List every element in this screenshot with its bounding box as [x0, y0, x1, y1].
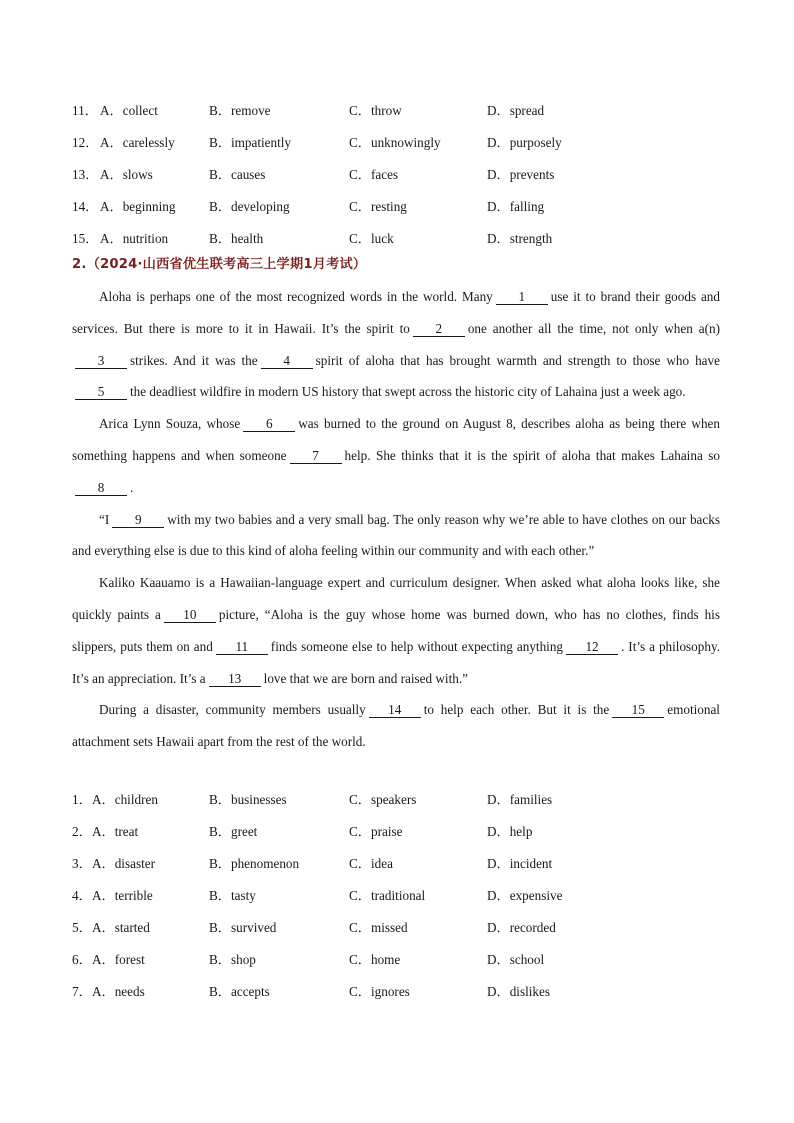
option-number: 4． — [72, 888, 92, 903]
blank-7: 7 — [290, 449, 342, 464]
passage-text: Aloha is perhaps one of the most recognized words in the world. Many — [99, 289, 493, 304]
option-d: D．help — [487, 824, 533, 839]
blank-11: 11 — [216, 640, 268, 655]
option-row-1 — [72, 790, 732, 822]
option-row-4 — [72, 886, 732, 918]
option-d: D．recorded — [487, 920, 556, 935]
option-c: C．unknowingly — [349, 135, 441, 150]
option-d: D．prevents — [487, 167, 555, 182]
option-row-3 — [72, 854, 732, 886]
option-b: B．remove — [209, 103, 271, 118]
passage-paragraph-3 — [72, 504, 720, 568]
option-a: A．needs — [92, 984, 145, 999]
option-b: B．tasty — [209, 888, 256, 903]
option-c: C．faces — [349, 167, 399, 182]
option-number: 15． — [72, 231, 99, 246]
option-c: C．luck — [349, 231, 394, 246]
passage-text: help. She thinks that it is the spirit of aloha that makes Lahaina so — [344, 447, 720, 463]
option-row-11 — [72, 101, 732, 133]
option-row-5 — [72, 918, 732, 950]
passage-text: love that we are born and raised with.” — [263, 670, 469, 686]
blank-10: 10 — [164, 608, 216, 623]
option-b: B．businesses — [209, 792, 287, 807]
option-number: 5． — [72, 920, 92, 935]
option-a: A．forest — [92, 952, 145, 967]
blank-15: 15 — [612, 703, 664, 718]
option-a: A．slows — [100, 167, 153, 182]
option-b: B．greet — [209, 824, 258, 839]
passage-paragraph-4 — [72, 567, 720, 694]
blank-6: 6 — [243, 417, 295, 432]
option-d: D．expensive — [487, 888, 563, 903]
blank-12: 12 — [566, 640, 618, 655]
blank-9: 9 — [112, 513, 164, 528]
option-number: 13． — [72, 167, 99, 182]
option-c: C．idea — [349, 856, 393, 871]
blank-3: 3 — [75, 354, 127, 369]
option-number: 11． — [72, 103, 98, 118]
option-number: 14． — [72, 199, 99, 214]
option-d: D．incident — [487, 856, 553, 871]
option-b: B．survived — [209, 920, 277, 935]
option-a: A．collect — [100, 103, 158, 118]
option-a: A．terrible — [92, 888, 153, 903]
option-b: B．developing — [209, 199, 290, 214]
top-options-list — [72, 101, 732, 261]
passage-text: was burned to the ground on August 8, describes aloha as being there when something happens and when someone — [72, 416, 720, 463]
option-row-2 — [72, 822, 732, 854]
option-d: D．spread — [487, 103, 545, 118]
option-c: C．missed — [349, 920, 408, 935]
option-c: C．resting — [349, 199, 407, 214]
passage-text: use it to brand their goods and services. But there is more to it in Hawaii. It’s the spirit to — [72, 289, 720, 336]
passage-text: the deadliest wildfire in modern US history that swept across the historic city of Lahaina just a week ago. — [130, 384, 686, 400]
option-row-6 — [72, 950, 732, 982]
option-d: D．strength — [487, 231, 553, 246]
option-number: 12． — [72, 135, 99, 150]
option-number: 1． — [72, 792, 92, 807]
option-a: A．started — [92, 920, 150, 935]
bottom-options-list — [72, 790, 732, 1014]
option-a: A．nutrition — [100, 231, 169, 246]
option-c: C．home — [349, 952, 401, 967]
passage-paragraph-5 — [72, 694, 720, 758]
passage-text: strikes. And it was the — [130, 352, 258, 368]
blank-4: 4 — [261, 354, 313, 369]
option-d: D．dislikes — [487, 984, 551, 999]
option-b: B．accepts — [209, 984, 270, 999]
option-b: B．impatiently — [209, 135, 292, 150]
option-d: D．school — [487, 952, 545, 967]
option-d: D．families — [487, 792, 553, 807]
blank-1: 1 — [496, 290, 548, 305]
cloze-passage — [72, 281, 720, 758]
option-a: A．disaster — [92, 856, 155, 871]
blank-13: 13 — [209, 672, 261, 687]
passage-text: During a disaster, community members usually — [99, 702, 366, 718]
passage-text: spirit of aloha that has brought warmth and strength to those who have — [315, 352, 720, 368]
option-c: C．traditional — [349, 888, 426, 903]
blank-8: 8 — [75, 481, 127, 496]
option-row-12 — [72, 133, 732, 165]
option-number: 6． — [72, 952, 92, 967]
option-c: C．praise — [349, 824, 403, 839]
question-title: 2.（2024·山西省优生联考高三上学期1月考试） — [72, 257, 367, 272]
option-b: B．shop — [209, 952, 256, 967]
passage-text: finds someone else to help without expecting anything — [270, 638, 564, 654]
option-row-14 — [72, 197, 732, 229]
option-c: C．throw — [349, 103, 402, 118]
option-number: 7． — [72, 984, 92, 999]
option-a: A．children — [92, 792, 158, 807]
option-d: D．falling — [487, 199, 545, 214]
passage-text: Kaliko Kaauamo is a Hawaiian-language expert and curriculum designer. When asked what aloha looks like, she quickly paints a — [72, 575, 720, 622]
passage-text: one another all the time, not only when a(n) — [467, 320, 720, 336]
option-c: C．ignores — [349, 984, 410, 999]
passage-text: Arica Lynn Souza, whose — [99, 416, 241, 432]
passage-paragraph-1 — [72, 281, 720, 408]
passage-text: . — [130, 479, 134, 495]
option-row-13 — [72, 165, 732, 197]
option-row-7 — [72, 982, 732, 1014]
option-number: 3． — [72, 856, 92, 871]
passage-text: “I — [99, 511, 110, 527]
passage-text: emotional attachment sets Hawaii apart from the rest of the world. — [72, 702, 720, 750]
option-a: A．treat — [92, 824, 139, 839]
passage-text: to help each other. But it is the — [423, 702, 610, 718]
passage-text: with my two babies and a very small bag. The only reason why we’re able to have clothes on our backs and everything else is due to this kind of aloha feeling within our community and with each other.” — [72, 511, 720, 559]
blank-2: 2 — [413, 322, 465, 337]
blank-5: 5 — [75, 385, 127, 400]
passage-text: . It’s a philosophy. It’s an appreciation. It’s a — [72, 638, 721, 686]
option-number: 2． — [72, 824, 92, 839]
option-a: A．beginning — [100, 199, 176, 214]
option-c: C．speakers — [349, 792, 417, 807]
passage-paragraph-2 — [72, 408, 720, 503]
option-b: B．causes — [209, 167, 266, 182]
option-a: A．carelessly — [100, 135, 175, 150]
option-d: D．purposely — [487, 135, 562, 150]
option-b: B．health — [209, 231, 264, 246]
option-b: B．phenomenon — [209, 856, 300, 871]
passage-text: picture, “Aloha is the guy whose home was burned down, who has no clothes, finds his slippers, puts them on and — [72, 606, 720, 654]
blank-14: 14 — [369, 703, 421, 718]
